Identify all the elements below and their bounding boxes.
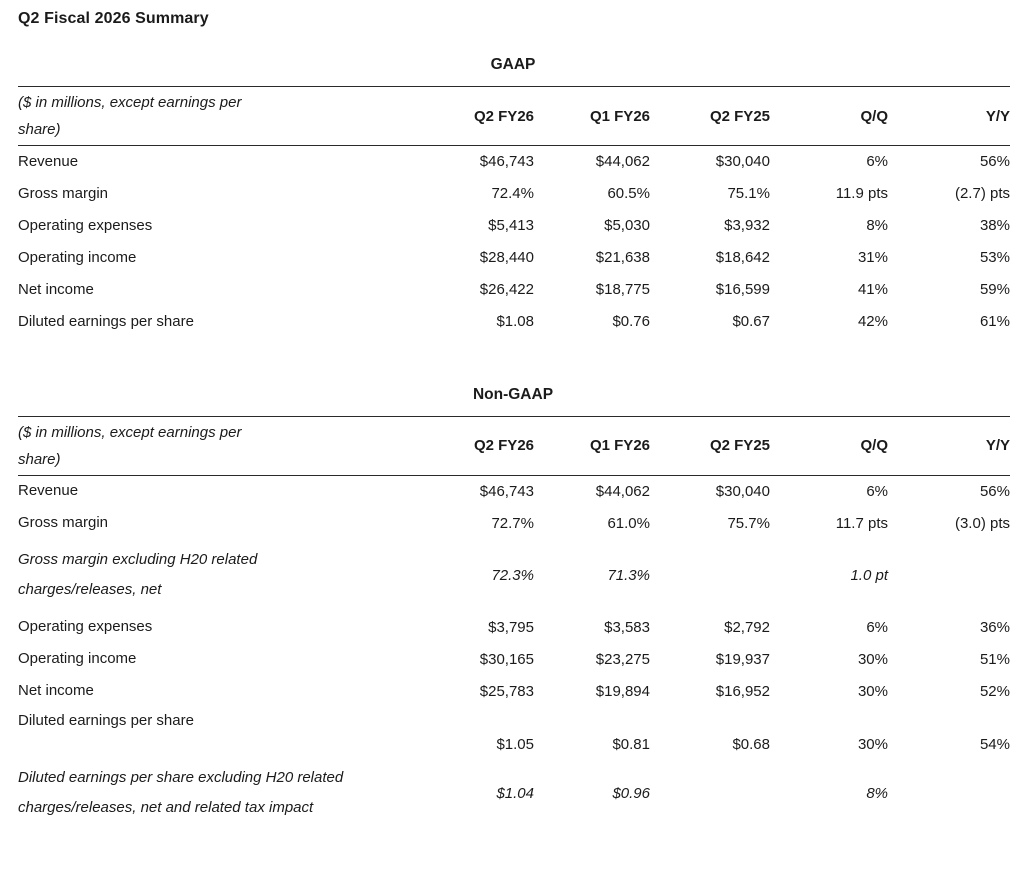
non-gaap-header-row	[18, 416, 1010, 475]
row-value: 51%	[979, 650, 1010, 668]
row-value: $19,894	[595, 682, 650, 700]
row-value: 52%	[979, 682, 1010, 700]
column-header-qq: Q/Q	[860, 437, 888, 454]
row-value: 59%	[979, 281, 1010, 298]
table-row	[18, 178, 1010, 210]
row-value: $3,932	[724, 217, 770, 234]
column-header-q1fy26: Q1 FY26	[589, 437, 650, 454]
row-value: 8%	[866, 217, 888, 234]
non-gaap-table-body	[18, 475, 1010, 829]
table-row	[18, 306, 1010, 338]
table-row	[18, 242, 1010, 274]
gaap-section	[18, 56, 1008, 338]
row-value: 71.3%	[607, 566, 650, 584]
row-value: $0.68	[732, 736, 770, 753]
row-label: Net income	[18, 682, 94, 699]
non-gaap-table-title: Non-GAAP	[472, 385, 554, 403]
row-value: 11.7 pts	[835, 514, 888, 532]
row-value: $18,642	[715, 249, 770, 266]
table-units-note	[18, 416, 438, 475]
row-value: (3.0) pts	[954, 514, 1010, 532]
row-value: $28,440	[479, 249, 534, 266]
table-row	[18, 274, 1010, 306]
row-value: $21,638	[595, 249, 650, 266]
row-value: $46,743	[479, 482, 534, 500]
units-note-text: ($ in millions, except earnings per share)	[18, 423, 242, 468]
row-value: 75.1%	[727, 185, 770, 202]
row-value	[650, 757, 770, 829]
row-value: 41%	[857, 281, 888, 298]
row-value: $25,783	[479, 682, 534, 700]
row-value: 6%	[866, 482, 888, 500]
row-value: $3,795	[488, 618, 534, 636]
row-label: Revenue	[18, 482, 79, 500]
row-value: 75.7%	[727, 514, 770, 532]
row-value	[888, 539, 1010, 611]
row-value: $0.81	[612, 736, 650, 753]
row-value: 56%	[979, 482, 1010, 500]
row-value: 72.4%	[491, 185, 534, 202]
row-value: $46,743	[479, 153, 534, 171]
row-value: 60.5%	[607, 185, 650, 202]
table-row	[18, 757, 1010, 829]
row-value: 6%	[866, 618, 888, 636]
table-row	[18, 539, 1010, 611]
row-value: 72.3%	[491, 566, 534, 584]
row-label: Gross margin	[18, 184, 109, 202]
row-value: 56%	[979, 153, 1010, 171]
row-label: Net income	[18, 280, 94, 298]
row-value: 72.7%	[491, 514, 534, 532]
row-value: $19,937	[715, 650, 770, 668]
column-header-yy: Y/Y	[985, 107, 1010, 125]
non-gaap-table	[18, 416, 1010, 830]
row-value: (2.7) pts	[954, 185, 1010, 202]
table-row	[18, 507, 1010, 539]
row-value: 61%	[979, 313, 1010, 330]
row-value: $1.08	[496, 313, 534, 330]
table-row	[18, 210, 1010, 242]
row-value: $5,413	[488, 217, 534, 234]
row-value: $1.04	[496, 784, 534, 802]
row-value: 38%	[979, 217, 1010, 234]
row-value: $44,062	[595, 482, 650, 500]
table-row	[18, 146, 1010, 178]
row-value: $26,422	[479, 281, 534, 298]
row-value: 11.9 pts	[835, 185, 888, 202]
gaap-table-title: GAAP	[490, 56, 536, 73]
row-value: $3,583	[604, 618, 650, 636]
units-note-text: ($ in millions, except earnings per share)	[18, 94, 242, 138]
table-row	[18, 475, 1010, 507]
non-gaap-section	[18, 386, 1008, 830]
row-value	[888, 757, 1010, 829]
row-label: Gross margin excluding H20 related charges/releases, net	[18, 551, 258, 598]
table-row	[18, 611, 1010, 643]
table-row	[18, 675, 1010, 707]
table-row	[18, 707, 1010, 757]
row-value: 6%	[866, 153, 888, 171]
row-value: $5,030	[604, 217, 650, 234]
row-label: Operating income	[18, 650, 137, 667]
row-value: $16,599	[715, 281, 770, 298]
gaap-table-body	[18, 146, 1010, 338]
row-label: Gross margin	[18, 514, 109, 531]
row-value: 42%	[857, 313, 888, 330]
row-label: Diluted earnings per share	[18, 312, 194, 330]
column-header-q2fy25: Q2 FY25	[709, 107, 770, 125]
gaap-table	[18, 86, 1010, 338]
row-label: Operating income	[18, 248, 137, 266]
row-label: Revenue	[18, 152, 79, 170]
gaap-header-row	[18, 87, 1010, 146]
row-value: 30%	[857, 650, 888, 668]
row-value: 30%	[857, 682, 888, 700]
row-value: 61.0%	[607, 514, 650, 532]
table-units-note	[18, 87, 438, 146]
row-value: $1.05	[496, 736, 534, 753]
row-value: 8%	[866, 784, 888, 802]
row-value: $16,952	[715, 682, 770, 700]
row-value: $44,062	[595, 153, 650, 171]
row-value	[650, 539, 770, 611]
row-value: $2,792	[724, 618, 770, 636]
page-title: Q2 Fiscal 2026 Summary	[18, 10, 209, 27]
row-label: Diluted earnings per share excluding H20 related charges/releases, net and related tax impact	[18, 769, 344, 816]
row-value: 30%	[857, 736, 888, 753]
column-header-q1fy26: Q1 FY26	[589, 107, 650, 125]
row-value: $30,040	[715, 482, 770, 500]
column-header-q2fy25: Q2 FY25	[709, 437, 770, 454]
row-value: $18,775	[595, 281, 650, 298]
row-label: Diluted earnings per share	[18, 712, 194, 729]
row-value: 36%	[979, 618, 1010, 636]
row-value: 53%	[979, 249, 1010, 266]
table-row	[18, 643, 1010, 675]
row-value: 31%	[857, 249, 888, 266]
row-value: $0.96	[612, 784, 650, 802]
column-header-q2fy26: Q2 FY26	[473, 437, 534, 454]
row-value: $23,275	[595, 650, 650, 668]
column-header-yy: Y/Y	[985, 437, 1010, 454]
row-value: $30,040	[715, 153, 770, 171]
column-header-q2fy26: Q2 FY26	[473, 107, 534, 125]
row-value: 1.0 pt	[850, 566, 888, 584]
row-value: $30,165	[479, 650, 534, 668]
row-label: Operating expenses	[18, 618, 153, 635]
row-value: $0.67	[732, 313, 770, 330]
column-header-qq: Q/Q	[860, 107, 888, 125]
row-value: 54%	[979, 736, 1010, 753]
row-value: $0.76	[612, 313, 650, 330]
row-label: Operating expenses	[18, 216, 153, 234]
